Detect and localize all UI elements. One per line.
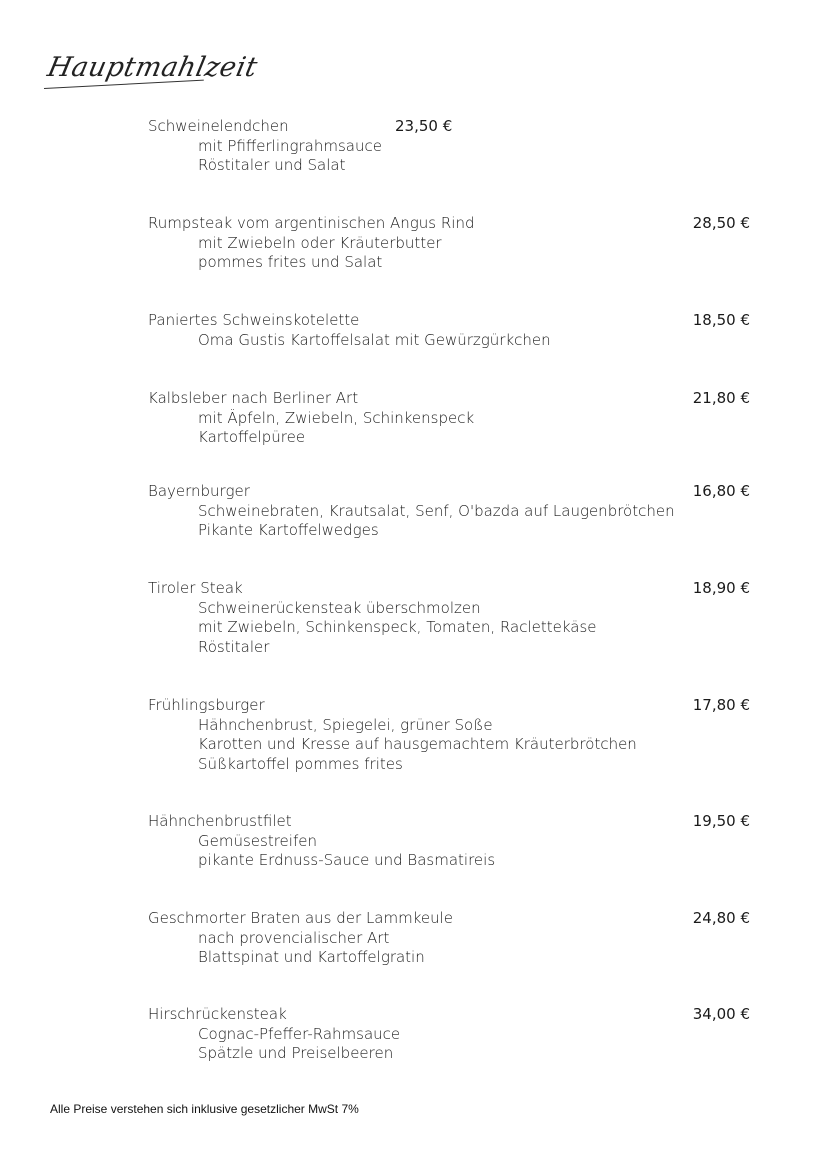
dish-detail: mit Zwiebeln, Schinkenspeck, Tomaten, Raclettekäse bbox=[198, 618, 597, 636]
dish-price: 24,80 € bbox=[692, 909, 750, 927]
dish-name: Kalbsleber nach Berliner Art bbox=[148, 389, 359, 407]
dish-detail: Röstitaler und Salat bbox=[198, 156, 346, 174]
dish-price: 18,50 € bbox=[692, 311, 750, 329]
dish-detail: Pikante Kartoffelwedges bbox=[198, 521, 379, 539]
tax-note: Alle Preise verstehen sich inklusive gesetzlicher MwSt 7% bbox=[50, 1102, 359, 1116]
dish-detail: Cognac-Pfeffer-Rahmsauce bbox=[198, 1024, 401, 1043]
dish-item bbox=[148, 389, 758, 448]
dish-price: 21,80 € bbox=[692, 389, 750, 407]
dish-detail: mit Pfifferlingrahmsauce bbox=[198, 136, 382, 155]
dish-item bbox=[148, 1005, 758, 1064]
dish-detail: mit Äpfeln, Zwiebeln, Schinkenspeck bbox=[198, 408, 475, 427]
dish-name: Bayernburger bbox=[148, 482, 250, 500]
dish-name: Geschmorter Braten aus der Lammkeule bbox=[148, 909, 454, 927]
dish-detail: pikante Erdnuss-Sauce und Basmatireis bbox=[198, 851, 496, 869]
dish-price: 34,00 € bbox=[692, 1005, 750, 1023]
dish-item bbox=[148, 812, 758, 871]
dish-price: 16,80 € bbox=[692, 482, 750, 500]
dish-detail: mit Zwiebeln oder Kräuterbutter bbox=[198, 233, 442, 252]
dish-price: 28,50 € bbox=[692, 214, 750, 232]
dish-item bbox=[148, 311, 758, 350]
dish-item bbox=[148, 482, 758, 541]
dish-detail: Schweinebraten, Krautsalat, Senf, O'bazda auf Laugenbrötchen bbox=[198, 501, 675, 520]
dish-name: Hähnchenbrustfilet bbox=[148, 812, 292, 830]
dish-name: Schweinelendchen bbox=[148, 117, 289, 135]
dish-detail: Süßkartoffel pommes frites bbox=[198, 754, 403, 773]
dish-detail: Schweinerückensteak überschmolzen bbox=[198, 598, 481, 617]
dish-item bbox=[148, 214, 758, 273]
dish-detail: nach provencialischer Art bbox=[198, 928, 390, 947]
dish-detail: Gemüsestreifen bbox=[198, 831, 317, 850]
dish-item bbox=[148, 696, 758, 774]
dish-price: 23,50 € bbox=[395, 117, 453, 135]
dish-name: Frühlingsburger bbox=[148, 696, 265, 714]
dish-detail: Kartoffelpüree bbox=[198, 428, 306, 446]
dish-price: 18,90 € bbox=[692, 579, 750, 597]
section-heading: Hauptmahlzeit bbox=[44, 52, 261, 83]
dish-detail: pommes frites und Salat bbox=[198, 253, 383, 271]
dish-item bbox=[148, 909, 758, 968]
dish-detail: Oma Gustis Kartoffelsalat mit Gewürzgürkchen bbox=[198, 330, 551, 349]
dish-name: Hirschrückensteak bbox=[148, 1005, 287, 1023]
dish-name: Paniertes Schweinskotelette bbox=[148, 311, 360, 329]
dish-detail: Blattspinat und Kartoffelgratin bbox=[198, 948, 425, 966]
dish-item bbox=[148, 117, 758, 176]
dish-detail: Spätzle und Preiselbeeren bbox=[198, 1044, 394, 1062]
dish-name: Rumpsteak vom argentinischen Angus Rind bbox=[148, 214, 475, 232]
dish-item bbox=[148, 579, 758, 657]
dish-detail: Karotten und Kresse auf hausgemachtem Kräuterbrötchen bbox=[198, 735, 637, 753]
dish-price: 17,80 € bbox=[692, 696, 750, 714]
dish-price: 19,50 € bbox=[692, 812, 750, 830]
dish-detail: Röstitaler bbox=[198, 637, 270, 656]
dish-detail: Hähnchenbrust, Spiegelei, grüner Soße bbox=[198, 715, 493, 734]
dish-name: Tiroler Steak bbox=[148, 579, 243, 597]
